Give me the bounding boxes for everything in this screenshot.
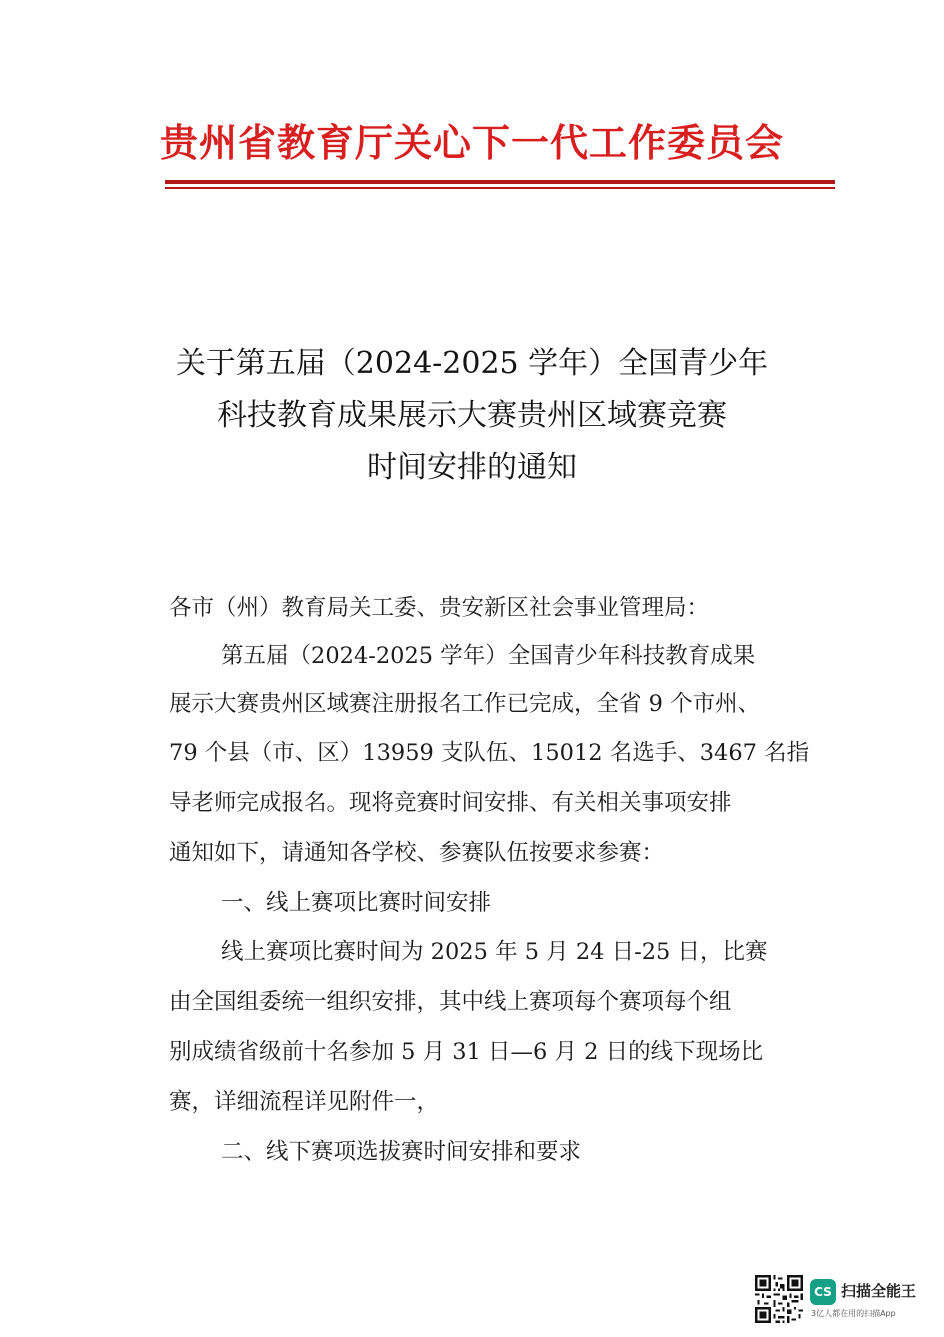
paragraph2-line-3: 别成绩省级前十名参加 5 月 31 日—6 月 2 日的线下现场比 <box>169 1039 764 1065</box>
title-line-1: 关于第五届（2024-2025 学年）全国青少年 <box>175 346 769 381</box>
title-line-2: 科技教育成果展示大赛贵州区域赛竞赛 <box>217 398 727 433</box>
section1-heading: 一、线上赛项比赛时间安排 <box>221 890 492 916</box>
paragraph1-line-4: 导老师完成报名。现将竞赛时间安排、有关相关事项安排 <box>169 790 732 816</box>
title-line-3: 时间安排的通知 <box>367 450 577 485</box>
letterhead-organization: 贵州省教育厅关心下一代工作委员会 <box>159 120 784 165</box>
paragraph2-line-2: 由全国组委统一组织安排，其中线上赛项每个赛项每个组 <box>169 989 732 1015</box>
scanner-tagline: 3亿人都在用的扫描App <box>811 1309 896 1318</box>
scanner-app-name: 扫描全能王 <box>841 1282 917 1300</box>
paragraph1-line-1: 第五届（2024-2025 学年）全国青少年科技教育成果 <box>221 643 756 669</box>
paragraph1-line-5: 通知如下，请通知各学校、参赛队伍按要求参赛： <box>169 840 665 866</box>
paragraph2-line-1: 线上赛项比赛时间为 2025 年 5 月 24 日-25 日，比赛 <box>221 939 768 965</box>
salutation: 各市（州）教育局关工委、贵安新区社会事业管理局： <box>169 595 710 621</box>
paragraph2-line-4: 赛，详细流程详见附件一， <box>169 1089 440 1115</box>
scanner-watermark <box>750 1275 930 1327</box>
qr-code-icon <box>755 1275 803 1323</box>
paragraph1-line-3: 79 个县（市、区）13959 支队伍、15012 名选手、3467 名指 <box>169 740 810 766</box>
camscanner-logo-icon: CS <box>810 1279 836 1305</box>
paragraph1-line-2: 展示大赛贵州区域赛注册报名工作已完成，全省 9 个市州、 <box>169 691 761 717</box>
document-body <box>169 0 829 1337</box>
section2-heading: 二、线下赛项选拔赛时间安排和要求 <box>221 1139 582 1165</box>
